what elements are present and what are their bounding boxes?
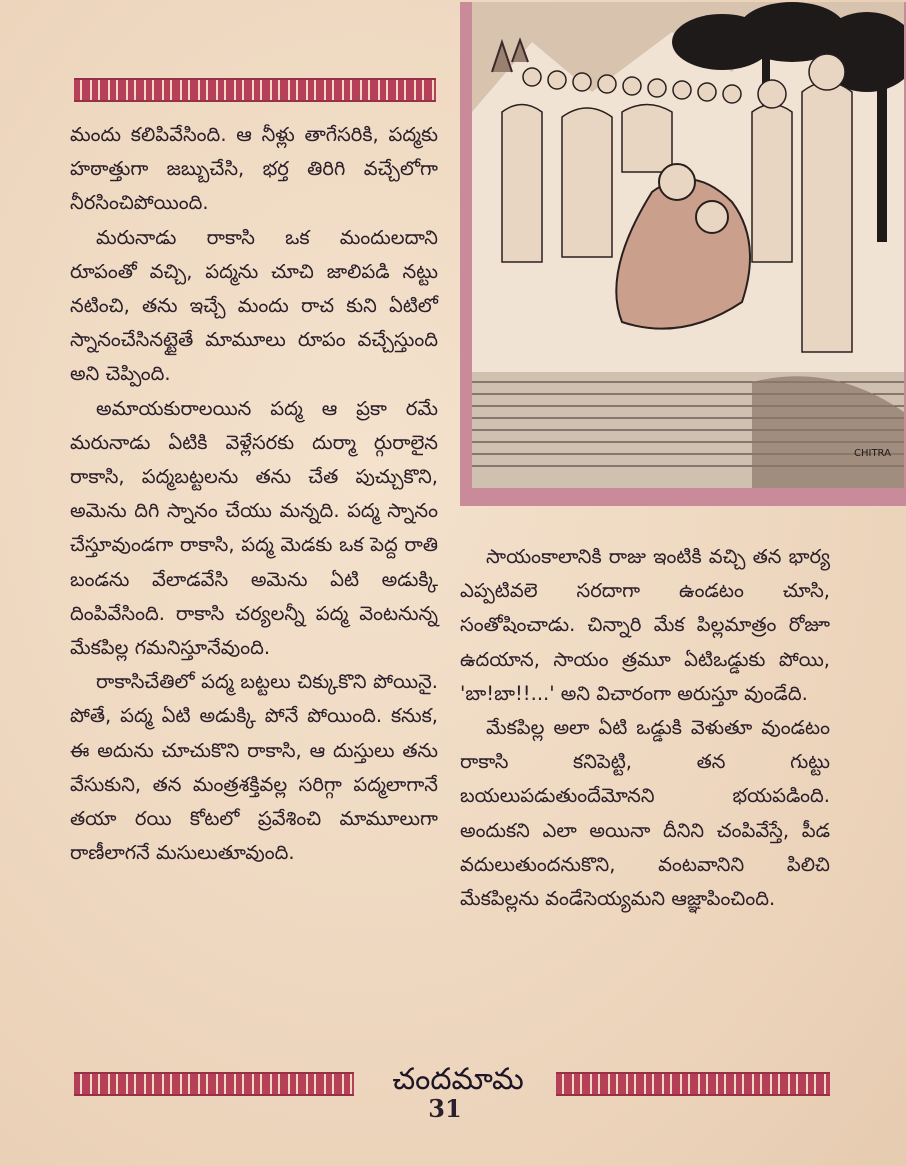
- paragraph: రాకాసిచేతిలో పద్మ బట్టలు చిక్కుకొని పోయినై. పోతే, పద్మ ఏటి అడుక్కి పోనే పోయింది. కనుక, ఈ అదును చూచుకొని రాకాసి, ఆ దుస్తులు తను వేసుకుని, తన మంత్రశక్తివల్ల సరిగ్గా పద్మలాగానే తయా రయి కోటలో ప్రవేశించి మామూలుగా రాణీలాగనే మసులుతూవుంది.: [70, 670, 438, 865]
- magazine-name: చందమామ: [392, 1062, 524, 1097]
- right-text-column: [460, 540, 830, 916]
- page-number: 31: [428, 1094, 462, 1123]
- paragraph: సాయంకాలానికి రాజు ఇంటికి వచ్చి తన భార్య ఎప్పటివలె సరదాగా ఉండటం చూసి, సంతోషించాడు. చిన్నారి మేక పిల్లమాత్రం రోజూ ఉదయాన, సాయం త్రమూ ఏటిఒడ్డుకు పోయి, 'బా!బా!!...' అని విచారంగా అరుస్తూ వుండేది.: [460, 545, 830, 705]
- illustrator-signature: CHITRA: [854, 448, 891, 459]
- top-decorative-border: [74, 78, 436, 102]
- paragraph: మేకపిల్ల అలా ఏటి ఒడ్డుకి వెళుతూ వుండటం రాకాసి కనిపెట్టి, తన గుట్టు బయలుపడుతుందేమోనని భయపడింది. అందుకని ఎలా అయినా దీనిని చంపివేస్తే, పీడ వదులుతుందనుకొని, వంటవానిని పిలిచి మేకపిల్లను వండేసెయ్యమని ఆజ్ఞాపించింది.: [460, 716, 830, 911]
- paragraph: మరునాడు రాకాసి ఒక మందులదాని రూపంతో వచ్చి, పద్మను చూచి జాలిపడి నట్టు నటించి, తను ఇచ్చే మందు రాచ కుని ఏటిలో స్నానంచేసినట్టైతే మామూలు రూపం వచ్చేస్తుంది అని చెప్పింది.: [70, 225, 438, 386]
- story-illustration: [460, 2, 906, 506]
- footer-decorative-border-left: [74, 1072, 354, 1096]
- paragraph: మందు కలిపివేసింది. ఆ నీళ్లు తాగేసరికి, పద్మకు హఠాత్తుగా జబ్బుచేసి, భర్త తిరిగి వచ్చేలోగా నీరసించిపోయింది.: [70, 123, 438, 215]
- paragraph: అమాయకురాలయిన పద్మ ఆ ప్రకా రమే మరునాడు ఏటికి వెళ్లేసరకు దుర్మా ర్గురాలైన రాకాసి, పద్మబట్టలను తను చేత పుచ్చుకొని, అమెను దిగి స్నానం చేయు మన్నది. పద్మ స్నానం చేస్తూవుండగా రాకాసి, పద్మ మెడకు ఒక పెద్ద రాతి బండను వేలాడవేసి అమెను ఏటి అడుక్కి దింపివేసింది. రాకాసి చర్యలన్నీ పద్మ వెంటనున్న మేకపిల్ల గమనిస్తూనేవుంది.: [70, 396, 438, 660]
- footer-decorative-border-right: [556, 1072, 830, 1096]
- left-text-column: [70, 118, 438, 870]
- illustration-drawing: [472, 2, 904, 488]
